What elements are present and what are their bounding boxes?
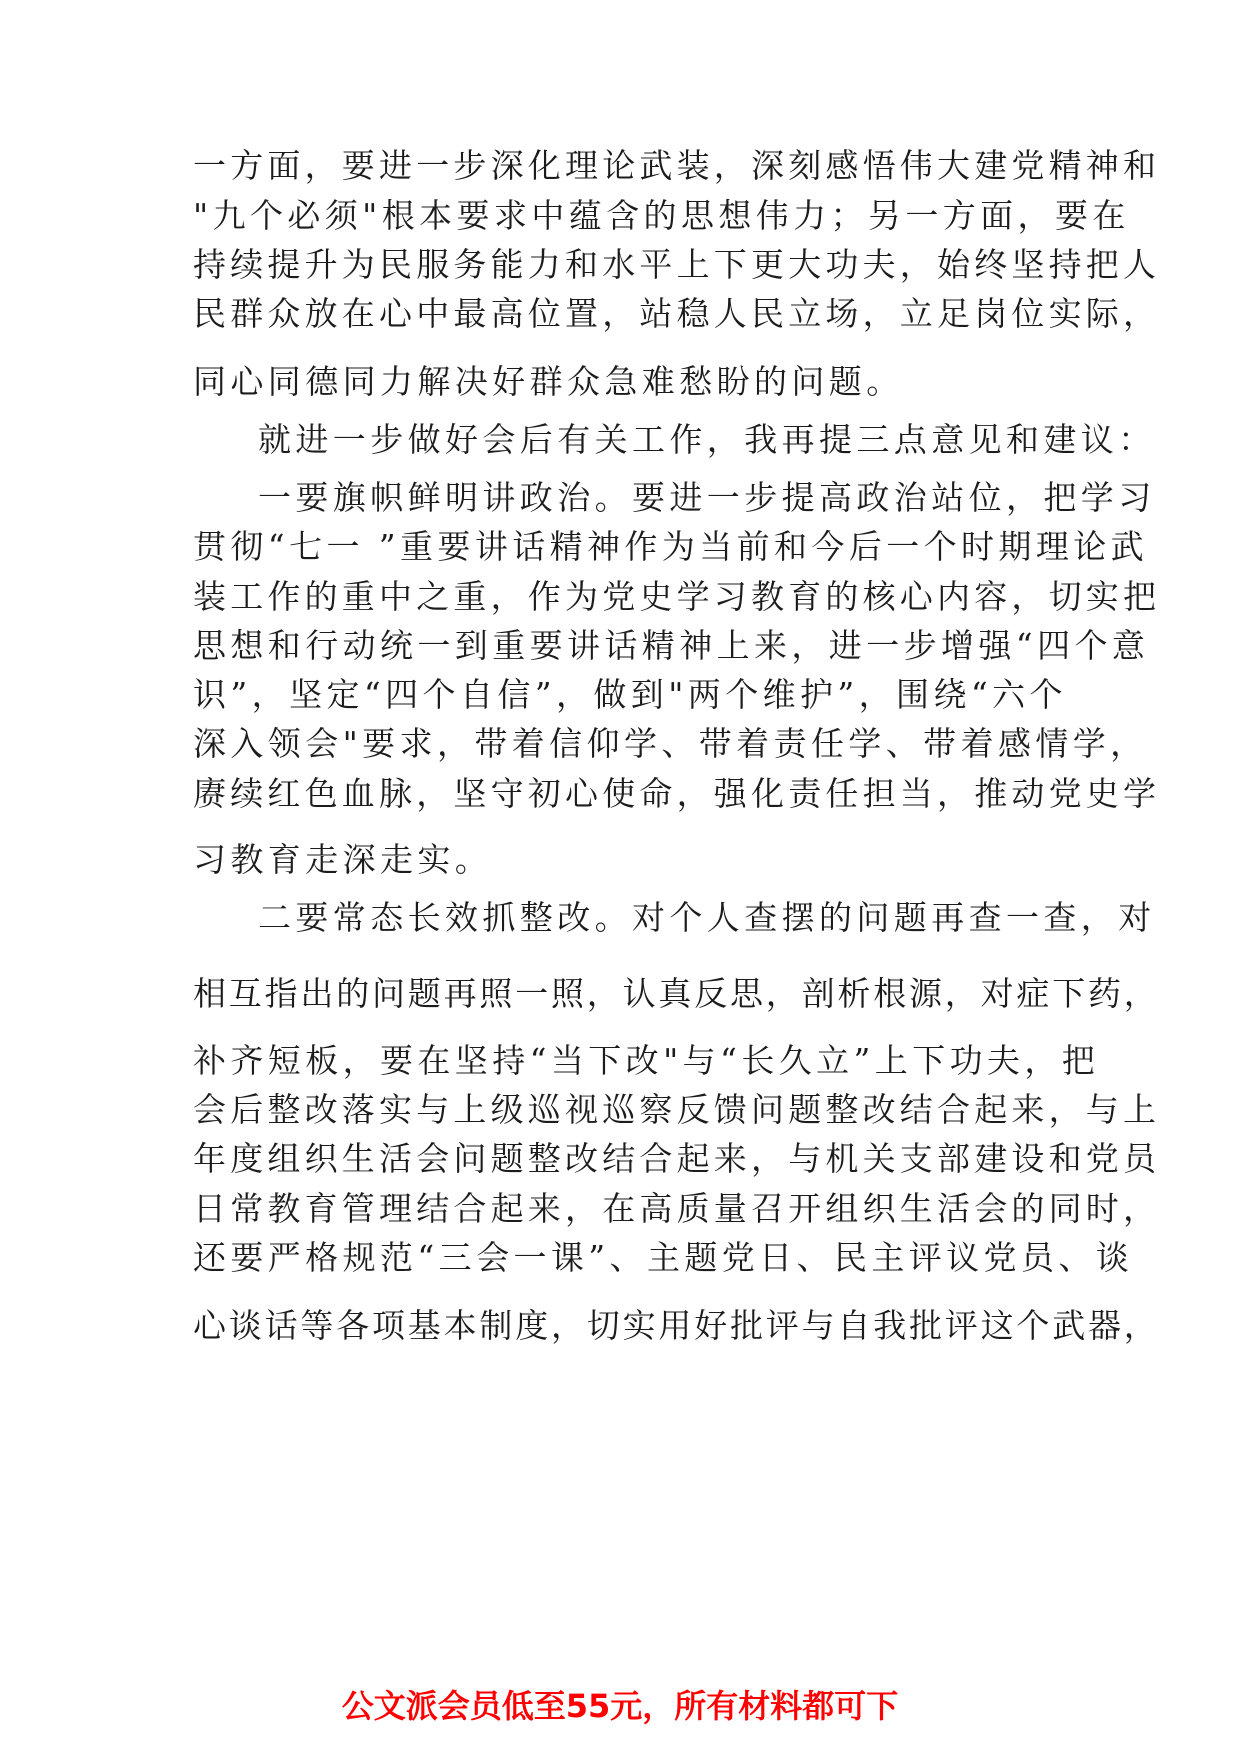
- body-line: 心谈话等各项基本制度，切实用好批评与自我批评这个武器，: [193, 1306, 1160, 1345]
- body-line: 习教育走深走实。: [193, 840, 493, 879]
- promo-footer: 公文派会员低至55元，所有材料都可下: [341, 1687, 899, 1725]
- body-line: 二要常态长效抓整改。对个人查摆的问题再查一查，对: [258, 898, 1156, 937]
- body-line: 日常教育管理结合起来，在高质量召开组织生活会的同时，: [193, 1189, 1161, 1228]
- body-line: 同心同德同力解决好群众急难愁盼的问题。: [193, 362, 904, 401]
- body-line: 一要旗帜鲜明讲政治。要进一步提高政治站位，把学习: [258, 478, 1156, 517]
- body-line: 补齐短板，要在坚持“当下改"与“长久立”上下功夫，把: [193, 1041, 1100, 1080]
- body-line: 一方面，要进一步深化理论武装，深刻感悟伟大建党精神和: [193, 146, 1161, 185]
- body-line: 还要严格规范“三会一课”、主题党日、民主评议党员、谈: [193, 1238, 1134, 1277]
- body-line: 持续提升为民服务能力和水平上下更大功夫，始终坚持把人: [193, 245, 1161, 284]
- body-line: 装工作的重中之重，作为党史学习教育的核心内容，切实把: [193, 577, 1161, 616]
- body-line: 贯彻“七一 ”重要讲话精神作为当前和今后一个时期理论武: [193, 527, 1149, 566]
- body-line: 年度组织生活会问题整改结合起来，与机关支部建设和党员: [193, 1139, 1161, 1178]
- body-line: 相互指出的问题再照一照，认真反思，剖析根源，对症下药，: [193, 974, 1160, 1013]
- body-line: 赓续红色血脉，坚守初心使命，强化责任担当，推动党史学: [193, 774, 1161, 813]
- body-line: 就进一步做好会后有关工作，我再提三点意见和建议：: [258, 420, 1156, 459]
- body-line: 思想和行动统一到重要讲话精神上来，进一步增强“四个意: [193, 626, 1150, 665]
- body-line: 深入领会"要求，带着信仰学、带着责任学、带着感情学，: [193, 724, 1148, 763]
- body-line: 民群众放在心中最高位置，站稳人民立场，立足岗位实际，: [193, 294, 1161, 333]
- body-line: "九个必须"根本要求中蕴含的思想伟力；另一方面，要在: [193, 196, 1130, 235]
- body-line: 识”，坚定“四个自信”，做到"两个维护”，围绕“六个: [193, 675, 1067, 714]
- body-line: 会后整改落实与上级巡视巡察反馈问题整改结合起来，与上: [193, 1090, 1161, 1129]
